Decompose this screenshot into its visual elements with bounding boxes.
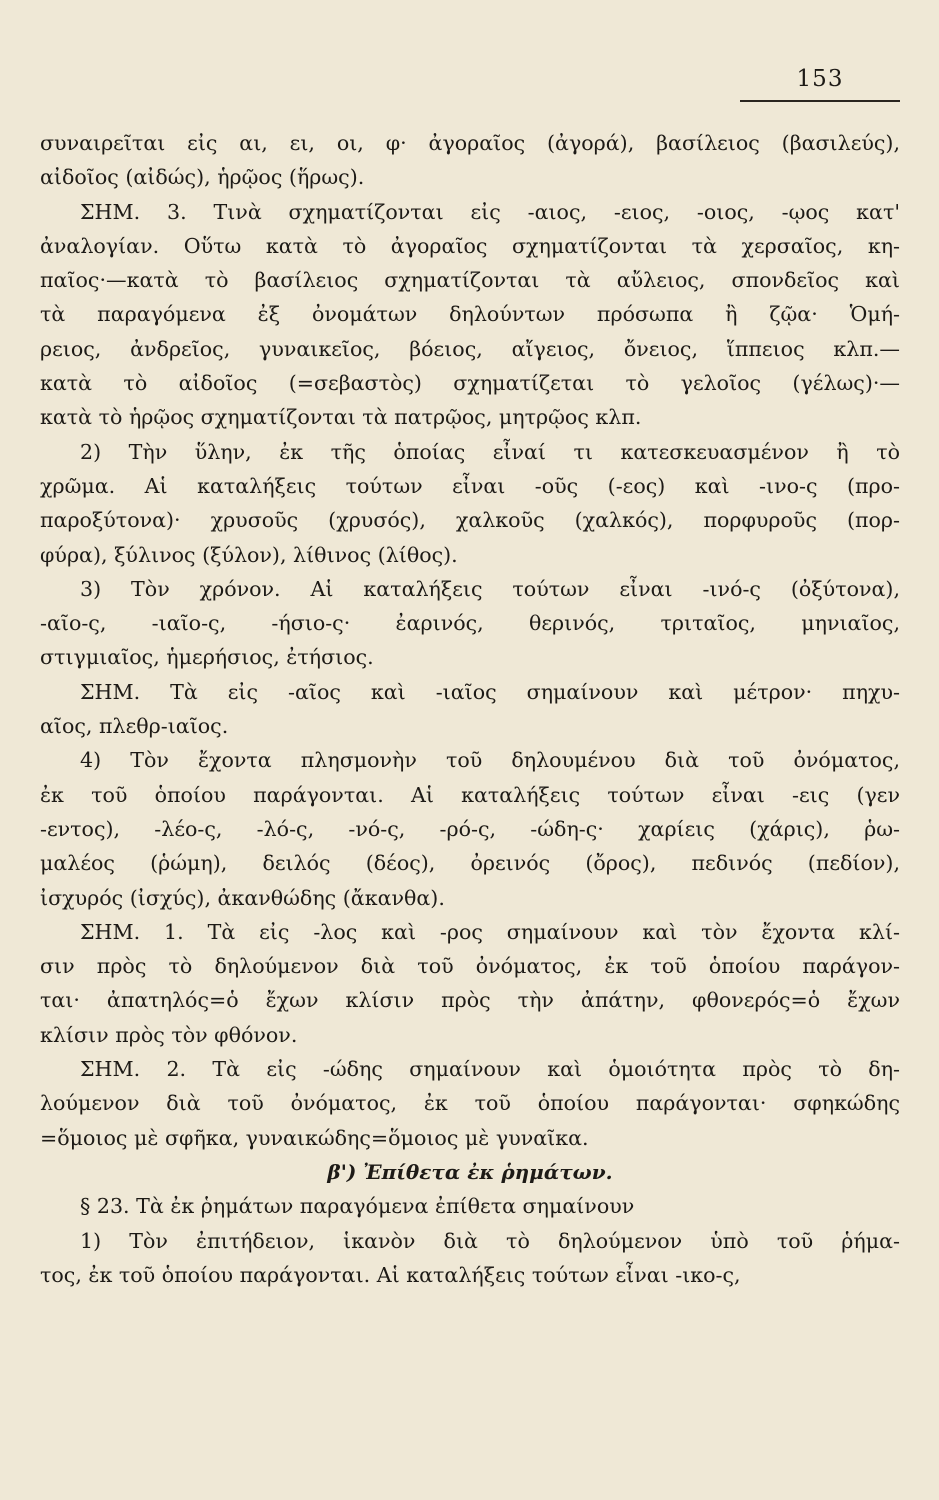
text-line: -αῖο-ς, -ιαῖο-ς, -ήσιο-ς· ἐαρινός, θερινός, τριταῖος, μηνιαῖος, xyxy=(40,611,900,636)
text-line: κατὰ τὸ αἰδοῖος (=σεβαστὸς) σχηματίζεται τὸ γελοῖος (γέλως)·— xyxy=(40,371,900,396)
section-heading: β') Ἐπίθετα ἐκ ῥημάτων. xyxy=(327,1159,613,1184)
note-line: ΣΗΜ. 1. Τὰ εἰς -λος καὶ -ρος σημαίνουν καὶ τὸν ἔχοντα κλί- xyxy=(80,919,900,944)
text-line: ἰσχυρός (ἰσχύς), ἀκανθώδης (ἄκανθα). xyxy=(40,885,445,910)
text-line: ρειος, ἀνδρεῖος, γυναικεῖος, βόειος, αἴγειος, ὄνειος, ἵππειος κλπ.— xyxy=(40,336,900,361)
text-line: χρῶμα. Αἱ καταλήξεις τούτων εἶναι -οῦς (-εος) καὶ -ινο-ς (προ- xyxy=(40,473,900,498)
text-line: κατὰ τὸ ἡρῷος σχηματίζονται τὰ πατρῷος, μητρῷος κλπ. xyxy=(40,405,642,430)
text-line: φύρα), ξύλινος (ξύλον), λίθινος (λίθος). xyxy=(40,542,458,567)
text-line: ται· ἀπατηλός=ὁ ἔχων κλίσιν πρὸς τὴν ἀπάτην, φθονερός=ὁ ἔχων xyxy=(40,988,900,1013)
text-line: ἐκ τοῦ ὁποίου παράγονται. Αἱ καταλήξεις τούτων εἶναι -εις (γεν xyxy=(40,782,900,807)
note-line: ΣΗΜ. 2. Τὰ εἰς -ώδης σημαίνουν καὶ ὁμοιότητα πρὸς τὸ δη- xyxy=(80,1057,900,1082)
text-line: τὰ παραγόμενα ἐξ ὀνομάτων δηλούντων πρόσωπα ἢ ζῷα· Ὁμή- xyxy=(40,302,900,327)
text-line: λούμενον διὰ τοῦ ὀνόματος, ἐκ τοῦ ὁποίου παράγονται· σφηκώδης xyxy=(40,1091,900,1116)
text-line: σιν πρὸς τὸ δηλούμενον διὰ τοῦ ὀνόματος, ἐκ τοῦ ὁποίου παράγον- xyxy=(40,954,900,979)
paragraph-start-line: 1) Τὸν ἐπιτήδειον, ἱκανὸν διὰ τὸ δηλούμενον ὑπὸ τοῦ ῥήμα- xyxy=(80,1228,900,1253)
text-line: παροξύτονα)· χρυσοῦς (χρυσός), χαλκοῦς (χαλκός), πορφυροῦς (πορ- xyxy=(40,508,900,533)
paragraph-start-line: 4) Τὸν ἔχοντα πλησμονὴν τοῦ δηλουμένου διὰ τοῦ ὀνόματος, xyxy=(80,748,900,773)
text-line: ἀναλογίαν. Οὕτω κατὰ τὸ ἀγοραῖος σχηματίζονται τὰ χερσαῖος, κη- xyxy=(40,233,900,258)
text-line: παῖος·—κατὰ τὸ βασίλειος σχηματίζονται τὰ αὔλειος, σπονδεῖος καὶ xyxy=(40,268,900,293)
note-line: ΣΗΜ. Τὰ εἰς -αῖος καὶ -ιαῖος σημαίνουν καὶ μέτρον· πηχυ- xyxy=(80,679,900,704)
text-line: συναιρεῖται εἰς αι, ει, οι, φ· ἀγοραῖος (ἀγορά), βασίλειος (βασιλεύς), xyxy=(40,131,900,155)
text-line: αἰδοῖος (αἰδώς), ἡρῷος (ἥρως). xyxy=(40,165,365,190)
paragraph-start-line: 3) Τὸν χρόνον. Αἱ καταλήξεις τούτων εἶναι -ινό-ς (ὀξύτονα), xyxy=(80,576,900,601)
text-line: τος, ἐκ τοῦ ὁποίου παράγονται. Αἱ καταλήξεις τούτων εἶναι -ικο-ς, xyxy=(40,1262,741,1287)
text-line: στιγμιαῖος, ἡμερήσιος, ἐτήσιος. xyxy=(40,645,374,670)
page-number: 153 xyxy=(796,66,844,92)
text-line: μαλέος (ῥώμη), δειλός (δέος), ὀρεινός (ὄρος), πεδινός (πεδίον), xyxy=(40,851,900,876)
paragraph-start-line: 2) Τὴν ὕλην, ἐκ τῆς ὁποίας εἶναί τι κατεσκευασμένον ἢ τὸ xyxy=(80,439,900,464)
text-body xyxy=(40,126,900,1292)
text-line: αῖος, πλεθρ-ιαῖος. xyxy=(40,714,229,739)
text-line: κλίσιν πρὸς τὸν φθόνον. xyxy=(40,1022,298,1047)
text-line: =ὅμοιος μὲ σφῆκα, γυναικώδης=ὅμοιος μὲ γυναῖκα. xyxy=(40,1125,589,1150)
text-line: -εντος), -λέο-ς, -λό-ς, -νό-ς, -ρό-ς, -ώδη-ς· χαρίεις (χάρις), ῥω- xyxy=(40,816,900,841)
page-number-rule xyxy=(740,100,900,102)
section-paragraph-line: § 23. Τὰ ἐκ ῥημάτων παραγόμενα ἐπίθετα σημαίνουν xyxy=(80,1194,635,1219)
note-line: ΣΗΜ. 3. Τινὰ σχηματίζονται εἰς -αιος, -ειος, -οιος, -ῳος κατ' xyxy=(80,199,900,224)
